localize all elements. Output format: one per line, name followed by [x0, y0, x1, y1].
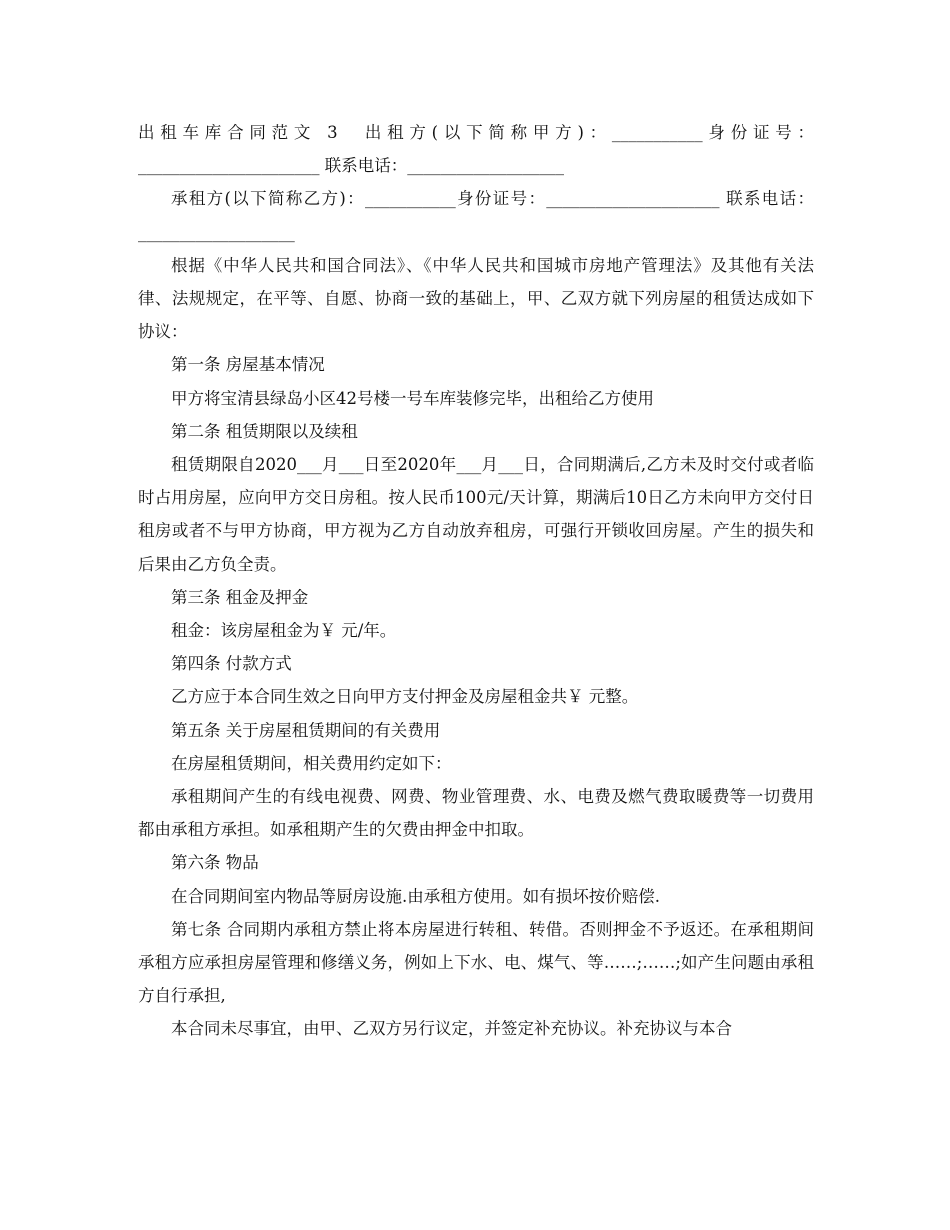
article-4-body: 乙方应于本合同生效之日向甲方支付押金及房屋租金共￥ 元整。 [171, 687, 639, 707]
article-4-title: 第四条 付款方式 [171, 654, 292, 674]
article-2-title: 第二条 租赁期限以及续租 [171, 421, 358, 441]
article-3-body: 租金：该房屋租金为￥ 元/年。 [171, 621, 397, 641]
article-6-body: 在合同期间室内物品等厨房设施.由承租方使用。如有损坏按价赔偿. [171, 886, 660, 906]
article-5-body-1: 在房屋租赁期间，相关费用约定如下： [171, 753, 452, 773]
preamble: 根据《中华人民共和国合同法》、《中华人民共和国城市房地产管理法》及其他有关法律、法规规定，在平等、自愿、协商一致的基础上，甲、乙双方就下列房屋的租赁达成如下协议： [138, 255, 814, 342]
article-6-title: 第六条 物品 [171, 853, 259, 873]
article-5-title: 第五条 关于房屋租赁期间的有关费用 [171, 720, 441, 740]
article-5-body-2: 承租期间产生的有线电视费、网费、物业管理费、水、电费及燃气费取暖费等一切费用都由承租方承担。如承租期产生的欠费由押金中扣取。 [138, 787, 814, 840]
article-3-title: 第三条 租金及押金 [171, 587, 309, 607]
lessor-info: 出租方(以下简称甲方)：___________身份证号：______________________ 联系电话：___________________ [138, 123, 814, 176]
article-1-title: 第一条 房屋基本情况 [171, 355, 325, 375]
article-1-body: 甲方将宝清县绿岛小区42号楼一号车库装修完毕，出租给乙方使用 [171, 388, 654, 408]
closing-paragraph: 本合同未尽事宜，由甲、乙双方另行议定，并签定补充协议。补充协议与本合 [171, 1019, 732, 1039]
header-line [138, 116, 814, 182]
article-2-body: 租赁期限自2020___月___日至2020年___月___日，合同期满后,乙方未及时交付或者临时占用房屋，应向甲方交日房租。按人民币100元/天计算，期满后10日乙方未向甲方交付日租房或者不与甲方协商，甲方视为乙方自动放弃租房，可强行开锁收回房屋。产生的损失和后果由乙方负全责。 [138, 455, 814, 574]
lessee-info: 承租方(以下简称乙方)：___________身份证号：_____________________ 联系电话：___________________ [138, 189, 814, 242]
document-title: 出租车库合同范文 3 [138, 123, 338, 142]
article-7: 第七条 合同期内承租方禁止将本房屋进行转租、转借。否则押金不予返还。在承租期间承租方应承担房屋管理和修缮义务，例如上下水、电、煤气、等……;……;如产生问题由承租方自行承担, [138, 919, 814, 1006]
contract-body [138, 116, 814, 1046]
